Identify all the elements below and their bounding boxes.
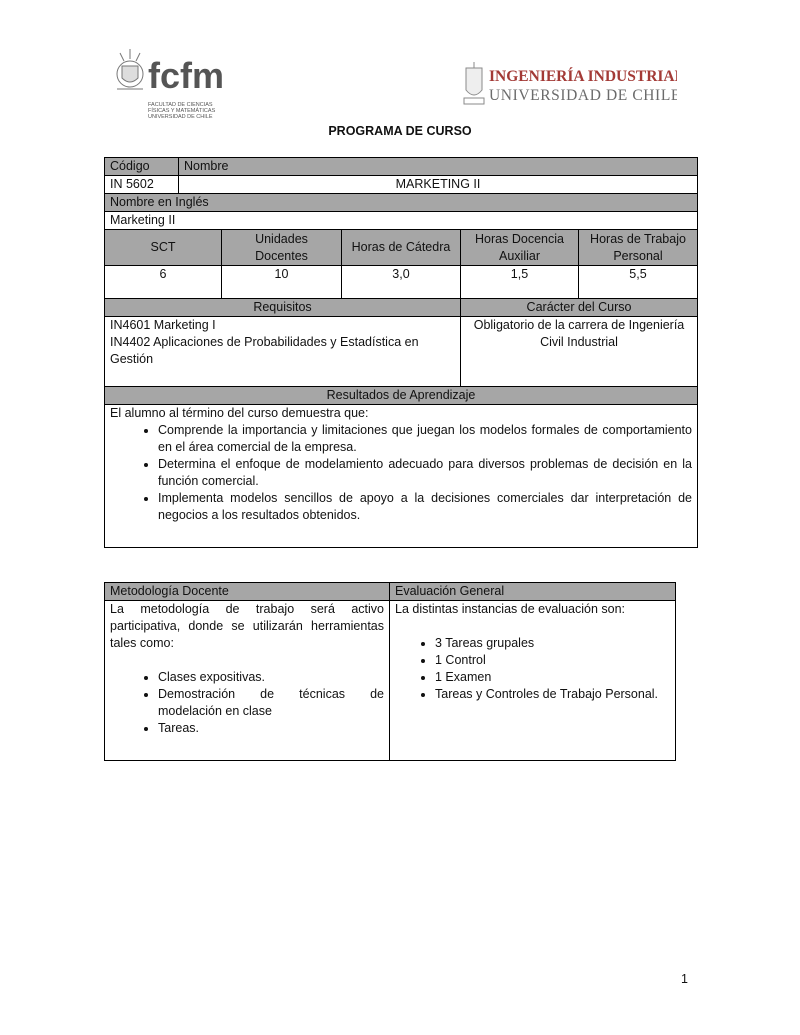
- methodology-intro: La metodología de trabajo será activo participativa, donde se utilizarán herramientas tales como:: [110, 602, 384, 650]
- learning-results-cell: [105, 405, 698, 548]
- evaluation-list: [395, 635, 670, 703]
- horas-auxiliar-value: 1,5: [461, 266, 579, 299]
- page-title: PROGRAMA DE CURSO: [328, 124, 472, 138]
- requirements-cell: [105, 317, 461, 387]
- list-item: • 1 Control: [435, 652, 670, 669]
- course-name: MARKETING II: [179, 176, 698, 194]
- horas-catedra-header: Horas de Cátedra: [342, 230, 461, 266]
- horas-auxiliar-header: Horas Docencia Auxiliar: [461, 230, 579, 266]
- fcfm-caption-line1: FACULTAD DE CIENCIAS: [148, 102, 213, 108]
- learning-results-list: [110, 422, 692, 524]
- name-label: Nombre: [179, 158, 698, 176]
- list-item: • Implementa modelos sencillos de apoyo a la decisiones comerciales dar interpretación de negocios a los resultados obtenidos.: [158, 490, 692, 524]
- logo-line2: UNIVERSIDAD DE CHILE: [489, 87, 677, 104]
- learning-intro: El alumno al término del curso demuestra que:: [110, 406, 369, 420]
- horas-personal-header: Horas de Trabajo Personal: [579, 230, 698, 266]
- course-code: IN 5602: [105, 176, 179, 194]
- evaluation-intro: La distintas instancias de evaluación son:: [395, 602, 626, 616]
- university-seal-icon: [117, 49, 143, 89]
- list-item: • Tareas.: [158, 720, 384, 737]
- logo-line1: INGENIERÍA INDUSTRIAL: [489, 68, 677, 85]
- list-item: • 3 Tareas grupales: [435, 635, 670, 652]
- english-name-label: Nombre en Inglés: [105, 194, 698, 212]
- fcfm-logo: [110, 44, 235, 126]
- shield-icon: [464, 62, 484, 104]
- methodology-cell: [105, 601, 390, 761]
- sct-header: SCT: [105, 230, 222, 266]
- character-label: Carácter del Curso: [461, 299, 698, 317]
- methodology-list: [110, 669, 384, 737]
- ingenieria-industrial-logo: [462, 60, 677, 110]
- requirements-label: Requisitos: [105, 299, 461, 317]
- list-item: • Tareas y Controles de Trabajo Personal.: [435, 686, 670, 703]
- list-item: • Comprende la importancia y limitaciones que juegan los modelos formales de comportamiento en el área comercial de la empresa.: [158, 422, 692, 456]
- horas-catedra-value: 3,0: [342, 266, 461, 299]
- evaluation-cell: [390, 601, 676, 761]
- code-label: Código: [105, 158, 179, 176]
- unidades-docentes-value: 10: [222, 266, 342, 299]
- requirement-item: IN4601 Marketing I: [110, 318, 216, 332]
- fcfm-caption-line2: FÍSICAS Y MATEMÁTICAS: [148, 108, 216, 114]
- sct-value: 6: [105, 266, 222, 299]
- list-item: • Clases expositivas.: [158, 669, 384, 686]
- methodology-label: Metodología Docente: [105, 583, 390, 601]
- character-value: Obligatorio de la carrera de Ingeniería Civil Industrial: [461, 317, 698, 387]
- horas-personal-value: 5,5: [579, 266, 698, 299]
- learning-results-label: Resultados de Aprendizaje: [105, 387, 698, 405]
- fcfm-caption-line3: UNIVERSIDAD DE CHILE: [148, 114, 213, 120]
- evaluation-label: Evaluación General: [390, 583, 676, 601]
- list-item: • Determina el enfoque de modelamiento adecuado para diversos problemas de decisión en la función comercial.: [158, 456, 692, 490]
- list-item: • 1 Examen: [435, 669, 670, 686]
- fcfm-logo-text: fcfm: [148, 55, 225, 96]
- english-name: Marketing II: [105, 212, 698, 230]
- list-item: • Demostración de técnicas de modelación en clase: [158, 686, 384, 720]
- methodology-evaluation-table: [104, 582, 676, 761]
- unidades-docentes-header: Unidades Docentes: [222, 230, 342, 266]
- page-number: 1: [681, 972, 688, 986]
- requirement-item: IN4402 Aplicaciones de Probabilidades y Estadística en Gestión: [110, 335, 419, 366]
- course-info-table: [104, 157, 698, 548]
